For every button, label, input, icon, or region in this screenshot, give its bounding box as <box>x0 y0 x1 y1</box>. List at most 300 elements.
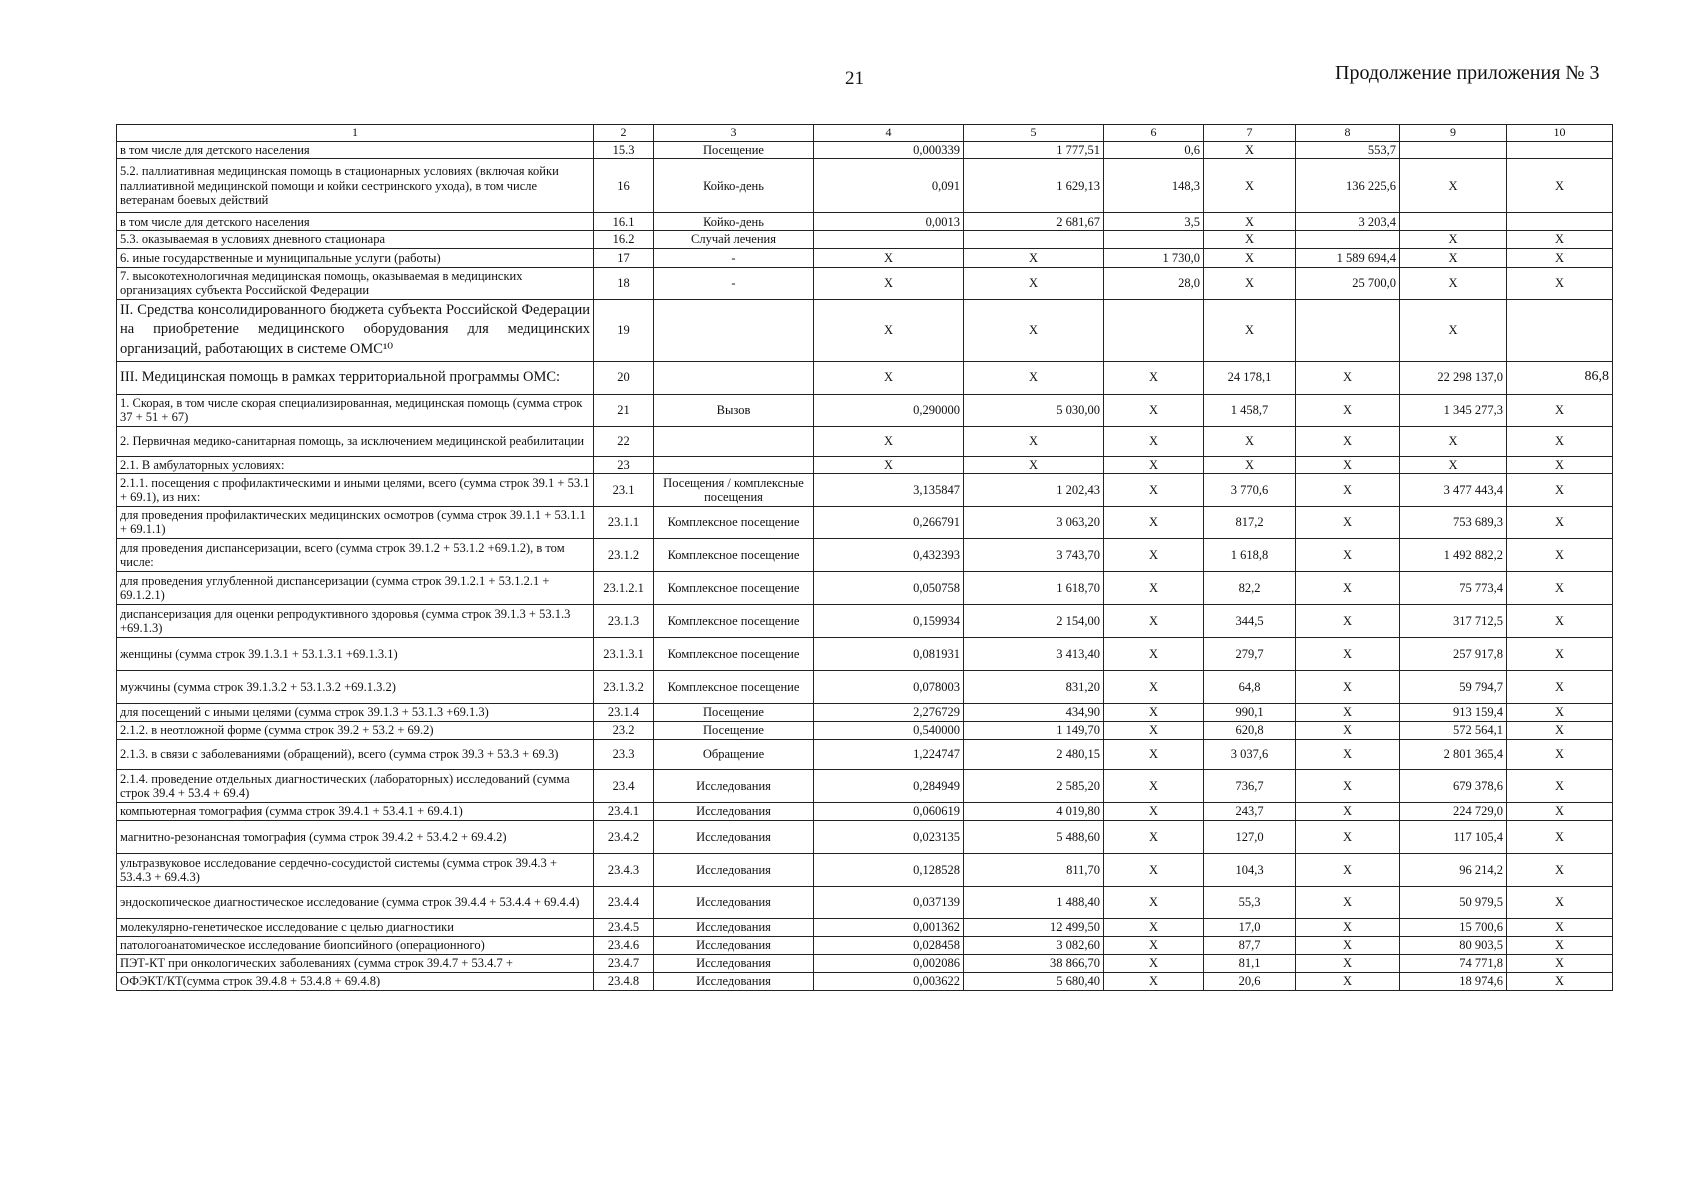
table-cell: 15 700,6 <box>1400 918 1507 936</box>
table-cell: 0,128528 <box>814 853 964 886</box>
table-cell: X <box>814 299 964 361</box>
continuation-title: Продолжение приложения № 3 <box>1335 62 1600 84</box>
table-cell: X <box>1507 802 1613 820</box>
table-cell: 23.4.4 <box>594 886 654 918</box>
table-cell: X <box>1296 954 1400 972</box>
table-cell: X <box>1296 571 1400 604</box>
table-cell: 0,078003 <box>814 670 964 703</box>
table-cell <box>1507 299 1613 361</box>
table-cell: 23.1.4 <box>594 703 654 721</box>
table-cell: X <box>1104 538 1204 571</box>
table-cell: X <box>1507 506 1613 538</box>
row-label: 7. высокотехнологичная медицинская помощь, оказываемая в медицинских организациях субъекта Российской Федерации <box>117 267 594 299</box>
table-cell: X <box>1104 456 1204 473</box>
table-cell <box>1400 213 1507 231</box>
row-label: эндоскопическое диагностическое исследование (сумма строк 39.4.4 + 53.4.4 + 69.4.4) <box>117 886 594 918</box>
table-cell: 0,081931 <box>814 637 964 670</box>
row-label: III. Медицинская помощь в рамках территориальной программы ОМС: <box>117 361 594 394</box>
table-cell: X <box>1507 267 1613 299</box>
table-cell: Исследования <box>654 936 814 954</box>
table-cell: X <box>1507 637 1613 670</box>
table-cell: 64,8 <box>1204 670 1296 703</box>
table-cell <box>654 426 814 456</box>
table-row <box>117 769 1613 802</box>
table-cell: X <box>1104 802 1204 820</box>
table-cell: 12 499,50 <box>964 918 1104 936</box>
table-cell: 0,002086 <box>814 954 964 972</box>
header-cell: 3 <box>654 125 814 142</box>
table-cell: 243,7 <box>1204 802 1296 820</box>
table-row <box>117 159 1613 213</box>
table-cell: X <box>1507 886 1613 918</box>
row-label: ультразвуковое исследование сердечно-сосудистой системы (сумма строк 39.4.3 + 53.4.3 + 69.4.3) <box>117 853 594 886</box>
table-row <box>117 918 1613 936</box>
row-label: в том числе для детского населения <box>117 213 594 231</box>
table-cell: 1 458,7 <box>1204 394 1296 426</box>
table-cell: X <box>1507 954 1613 972</box>
table-cell: 23.4.8 <box>594 972 654 990</box>
table-cell: Койко-день <box>654 213 814 231</box>
row-label: 2.1.3. в связи с заболеваниями (обращений), всего (сумма строк 39.3 + 53.3 + 69.3) <box>117 739 594 769</box>
table-cell: 1 488,40 <box>964 886 1104 918</box>
table-cell: 23.4.3 <box>594 853 654 886</box>
table-cell: 21 <box>594 394 654 426</box>
table-cell: 2 154,00 <box>964 604 1104 637</box>
table-row <box>117 972 1613 990</box>
table-row <box>117 361 1613 394</box>
table-cell: 831,20 <box>964 670 1104 703</box>
table-cell: X <box>1104 886 1204 918</box>
table-cell: Исследования <box>654 802 814 820</box>
table-cell <box>1104 299 1204 361</box>
table-cell: X <box>964 456 1104 473</box>
table-cell: 3 743,70 <box>964 538 1104 571</box>
table-cell: X <box>1507 918 1613 936</box>
table-row <box>117 456 1613 473</box>
table-cell: 913 159,4 <box>1400 703 1507 721</box>
table-cell: 0,0013 <box>814 213 964 231</box>
table-cell: X <box>814 361 964 394</box>
table-cell: Исследования <box>654 918 814 936</box>
table-cell: 74 771,8 <box>1400 954 1507 972</box>
table-cell: X <box>1296 853 1400 886</box>
table-cell: X <box>1507 670 1613 703</box>
table-cell: X <box>964 248 1104 267</box>
table-cell: 23.1.1 <box>594 506 654 538</box>
table-cell: Комплексное посещение <box>654 571 814 604</box>
table-cell: X <box>1400 267 1507 299</box>
row-label: компьютерная томография (сумма строк 39.4.1 + 53.4.1 + 69.4.1) <box>117 802 594 820</box>
table-row <box>117 506 1613 538</box>
table-cell: 3 477 443,4 <box>1400 473 1507 506</box>
table-cell: X <box>1507 426 1613 456</box>
table-cell: Комплексное посещение <box>654 670 814 703</box>
table-cell <box>1104 231 1204 248</box>
header-cell: 5 <box>964 125 1104 142</box>
table-cell: 81,1 <box>1204 954 1296 972</box>
table-cell: 104,3 <box>1204 853 1296 886</box>
table-cell: 811,70 <box>964 853 1104 886</box>
table-cell: X <box>1296 721 1400 739</box>
table-cell: 344,5 <box>1204 604 1296 637</box>
table-cell: 0,050758 <box>814 571 964 604</box>
table-cell: Исследования <box>654 886 814 918</box>
table-cell: X <box>1507 769 1613 802</box>
row-label: 2.1. В амбулаторных условиях: <box>117 456 594 473</box>
table-cell: 3 413,40 <box>964 637 1104 670</box>
table-cell: X <box>1104 506 1204 538</box>
table-cell: X <box>1507 721 1613 739</box>
row-label: для проведения диспансеризации, всего (сумма строк 39.1.2 + 53.1.2 +69.1.2), в том числе: <box>117 538 594 571</box>
header-cell: 8 <box>1296 125 1400 142</box>
table-cell: 50 979,5 <box>1400 886 1507 918</box>
table-cell: X <box>1296 456 1400 473</box>
table-cell: X <box>1104 769 1204 802</box>
table-cell: 3,5 <box>1104 213 1204 231</box>
table-cell: 817,2 <box>1204 506 1296 538</box>
table-cell: 23.1.3.2 <box>594 670 654 703</box>
table-cell: X <box>1400 299 1507 361</box>
table-cell: 23 <box>594 456 654 473</box>
table-cell: X <box>1296 936 1400 954</box>
table-row <box>117 248 1613 267</box>
header-cell: 9 <box>1400 125 1507 142</box>
table-cell: 1 618,8 <box>1204 538 1296 571</box>
table-row <box>117 670 1613 703</box>
header-cell: 1 <box>117 125 594 142</box>
row-label: 5.3. оказываемая в условиях дневного стационара <box>117 231 594 248</box>
table-cell: X <box>1104 571 1204 604</box>
table-cell: X <box>1400 456 1507 473</box>
table-cell: 553,7 <box>1296 142 1400 159</box>
data-table <box>116 124 1613 991</box>
table-row <box>117 703 1613 721</box>
table-cell <box>1507 213 1613 231</box>
table-cell: X <box>1104 361 1204 394</box>
table-cell: 16.2 <box>594 231 654 248</box>
table-cell: 0,284949 <box>814 769 964 802</box>
table-cell: 1 149,70 <box>964 721 1104 739</box>
table-cell: X <box>1400 248 1507 267</box>
table-cell: 23.4.7 <box>594 954 654 972</box>
table-cell: 2,276729 <box>814 703 964 721</box>
table-cell: X <box>1296 637 1400 670</box>
table-cell: 23.1.3 <box>594 604 654 637</box>
table-cell: 1 345 277,3 <box>1400 394 1507 426</box>
table-cell: 3 082,60 <box>964 936 1104 954</box>
table-cell: X <box>1104 703 1204 721</box>
table-cell: X <box>1296 739 1400 769</box>
table-cell: 1 202,43 <box>964 473 1104 506</box>
table-row <box>117 571 1613 604</box>
table-cell: 38 866,70 <box>964 954 1104 972</box>
table-cell: 23.3 <box>594 739 654 769</box>
table-cell: 1 777,51 <box>964 142 1104 159</box>
table-cell <box>814 231 964 248</box>
table-cell: 1 492 882,2 <box>1400 538 1507 571</box>
table-cell <box>1296 299 1400 361</box>
table-cell: X <box>1507 571 1613 604</box>
table-cell: 0,290000 <box>814 394 964 426</box>
table-cell: X <box>964 267 1104 299</box>
table-cell: 0,091 <box>814 159 964 213</box>
table-cell: X <box>1507 456 1613 473</box>
table-cell: 3 770,6 <box>1204 473 1296 506</box>
table-cell: X <box>1204 248 1296 267</box>
table-cell: X <box>1104 473 1204 506</box>
table-cell: X <box>1400 426 1507 456</box>
table-cell: X <box>1204 267 1296 299</box>
table-cell: X <box>1296 670 1400 703</box>
table-cell: 23.4.5 <box>594 918 654 936</box>
table-row <box>117 637 1613 670</box>
table-cell: 16.1 <box>594 213 654 231</box>
table-cell: 0,028458 <box>814 936 964 954</box>
page-number: 21 <box>845 68 864 89</box>
table-cell: X <box>1104 918 1204 936</box>
row-label: для проведения углубленной диспансеризации (сумма строк 39.1.2.1 + 53.1.2.1 + 69.1.2.1) <box>117 571 594 604</box>
table-row <box>117 426 1613 456</box>
table-cell: 2 681,67 <box>964 213 1104 231</box>
header-cell: 10 <box>1507 125 1613 142</box>
table-cell: X <box>1204 426 1296 456</box>
table-cell <box>654 456 814 473</box>
table-cell: X <box>1507 604 1613 637</box>
table-cell: X <box>1204 456 1296 473</box>
table-cell: Исследования <box>654 820 814 853</box>
table-row <box>117 954 1613 972</box>
table-row <box>117 299 1613 361</box>
row-label: II. Средства консолидированного бюджета субъекта Российской Федерации на приобретение медицинского оборудования для медицинских организаций, работающих в системе ОМС¹⁰ <box>117 299 594 361</box>
table-cell: X <box>1507 820 1613 853</box>
table-cell: 23.4.6 <box>594 936 654 954</box>
table-row <box>117 721 1613 739</box>
table-cell: 23.1.3.1 <box>594 637 654 670</box>
row-label: в том числе для детского населения <box>117 142 594 159</box>
table-cell: 3,135847 <box>814 473 964 506</box>
row-label: для проведения профилактических медицинских осмотров (сумма строк 39.1.1 + 53.1.1 + 69.1.1) <box>117 506 594 538</box>
table-cell: 0,432393 <box>814 538 964 571</box>
table-cell: 18 <box>594 267 654 299</box>
table-row <box>117 231 1613 248</box>
table-cell: 23.4 <box>594 769 654 802</box>
table-cell: Комплексное посещение <box>654 538 814 571</box>
table-cell: 2 801 365,4 <box>1400 739 1507 769</box>
table-cell: 1,224747 <box>814 739 964 769</box>
table-row <box>117 802 1613 820</box>
table-cell: 1 629,13 <box>964 159 1104 213</box>
table-cell: X <box>1507 159 1613 213</box>
row-label: ОФЭКТ/КТ(сумма строк 39.4.8 + 53.4.8 + 69.4.8) <box>117 972 594 990</box>
row-label: магнитно-резонансная томография (сумма строк 39.4.2 + 53.4.2 + 69.4.2) <box>117 820 594 853</box>
table-cell <box>1400 142 1507 159</box>
table-cell: 17,0 <box>1204 918 1296 936</box>
table-cell: 572 564,1 <box>1400 721 1507 739</box>
header-cell: 7 <box>1204 125 1296 142</box>
table-cell: 3 063,20 <box>964 506 1104 538</box>
row-label: диспансеризация для оценки репродуктивного здоровья (сумма строк 39.1.3 + 53.1.3 +69.1.3) <box>117 604 594 637</box>
row-label: 2.1.1. посещения с профилактическими и иными целями, всего (сумма строк 39.1 + 53.1 + 69.1), из них: <box>117 473 594 506</box>
table-cell: X <box>1296 769 1400 802</box>
table-cell: X <box>814 267 964 299</box>
row-label: женщины (сумма строк 39.1.3.1 + 53.1.3.1 +69.1.3.1) <box>117 637 594 670</box>
table-cell: X <box>1204 142 1296 159</box>
table-cell: 28,0 <box>1104 267 1204 299</box>
table-row <box>117 394 1613 426</box>
table-cell: 22 <box>594 426 654 456</box>
table-cell: X <box>1204 213 1296 231</box>
table-cell: 990,1 <box>1204 703 1296 721</box>
table-cell: X <box>1296 802 1400 820</box>
table-cell: 87,7 <box>1204 936 1296 954</box>
table-cell <box>1296 231 1400 248</box>
table-cell <box>654 299 814 361</box>
row-label: мужчины (сумма строк 39.1.3.2 + 53.1.3.2 +69.1.3.2) <box>117 670 594 703</box>
table-cell: 20,6 <box>1204 972 1296 990</box>
table-cell: 753 689,3 <box>1400 506 1507 538</box>
header-cell: 4 <box>814 125 964 142</box>
table-cell: 82,2 <box>1204 571 1296 604</box>
table-cell: X <box>1507 248 1613 267</box>
table-cell: 0,037139 <box>814 886 964 918</box>
table-cell: X <box>814 248 964 267</box>
table-cell: X <box>1296 604 1400 637</box>
table-row <box>117 142 1613 159</box>
table-cell: X <box>1296 820 1400 853</box>
table-cell: X <box>1204 231 1296 248</box>
table-cell: 5 030,00 <box>964 394 1104 426</box>
table-cell: X <box>1507 231 1613 248</box>
table-cell: X <box>1507 972 1613 990</box>
table-row <box>117 604 1613 637</box>
table-cell: X <box>964 426 1104 456</box>
table-cell: X <box>1507 936 1613 954</box>
table-cell: X <box>814 426 964 456</box>
table-cell: 127,0 <box>1204 820 1296 853</box>
table-cell: 0,540000 <box>814 721 964 739</box>
table-cell: 620,8 <box>1204 721 1296 739</box>
table-cell: X <box>1507 853 1613 886</box>
table-cell: Посещения / комплексные посещения <box>654 473 814 506</box>
table-row <box>117 213 1613 231</box>
table-cell: X <box>1507 739 1613 769</box>
row-label: ПЭТ-КТ при онкологических заболеваниях (сумма строк 39.4.7 + 53.4.7 + <box>117 954 594 972</box>
table-cell: 23.1 <box>594 473 654 506</box>
table-cell: 24 178,1 <box>1204 361 1296 394</box>
table-cell: X <box>1104 604 1204 637</box>
table-cell: X <box>1296 886 1400 918</box>
table-cell: 3 203,4 <box>1296 213 1400 231</box>
table-cell <box>964 231 1104 248</box>
table-cell: 4 019,80 <box>964 802 1104 820</box>
table-cell: 80 903,5 <box>1400 936 1507 954</box>
table-cell: X <box>964 361 1104 394</box>
table-cell: X <box>1296 703 1400 721</box>
table-cell: X <box>1507 473 1613 506</box>
table-cell: 0,060619 <box>814 802 964 820</box>
table-cell: 86,8 <box>1507 361 1613 394</box>
table-cell: 0,266791 <box>814 506 964 538</box>
table-cell: 0,6 <box>1104 142 1204 159</box>
table-cell: 679 378,6 <box>1400 769 1507 802</box>
table-cell: X <box>1507 538 1613 571</box>
table-cell: 5 680,40 <box>964 972 1104 990</box>
table-row <box>117 853 1613 886</box>
table-cell: 224 729,0 <box>1400 802 1507 820</box>
table-cell: Посещение <box>654 721 814 739</box>
table-cell: X <box>1104 936 1204 954</box>
table-cell: X <box>1400 159 1507 213</box>
header-cell: 6 <box>1104 125 1204 142</box>
table-cell: X <box>1296 538 1400 571</box>
table-row <box>117 473 1613 506</box>
table-cell: 23.1.2.1 <box>594 571 654 604</box>
table-cell: 75 773,4 <box>1400 571 1507 604</box>
table-row <box>117 267 1613 299</box>
table-cell: X <box>964 299 1104 361</box>
row-label: 2. Первичная медико-санитарная помощь, за исключением медицинской реабилитации <box>117 426 594 456</box>
table-cell: Комплексное посещение <box>654 506 814 538</box>
table-cell: X <box>1296 426 1400 456</box>
table-cell: X <box>1296 918 1400 936</box>
table-cell: 17 <box>594 248 654 267</box>
table-cell: X <box>1104 853 1204 886</box>
table-cell: 317 712,5 <box>1400 604 1507 637</box>
row-label: 6. иные государственные и муниципальные услуги (работы) <box>117 248 594 267</box>
table-cell: 148,3 <box>1104 159 1204 213</box>
table-row <box>117 886 1613 918</box>
table-cell: 136 225,6 <box>1296 159 1400 213</box>
table-cell: X <box>1104 739 1204 769</box>
table-header-row <box>117 125 1613 142</box>
table-cell: X <box>1204 299 1296 361</box>
table-cell: 18 974,6 <box>1400 972 1507 990</box>
table-cell: 0,023135 <box>814 820 964 853</box>
table-cell: 434,90 <box>964 703 1104 721</box>
table-cell: Посещение <box>654 703 814 721</box>
table-cell <box>1507 142 1613 159</box>
table-cell: X <box>1104 670 1204 703</box>
table-cell: 2 585,20 <box>964 769 1104 802</box>
table-cell: X <box>814 456 964 473</box>
table-cell: 55,3 <box>1204 886 1296 918</box>
table-cell: 96 214,2 <box>1400 853 1507 886</box>
header-cell: 2 <box>594 125 654 142</box>
table-cell: 1 730,0 <box>1104 248 1204 267</box>
table-cell: X <box>1296 506 1400 538</box>
table-cell: X <box>1104 972 1204 990</box>
table-cell: X <box>1507 703 1613 721</box>
table-row <box>117 936 1613 954</box>
table-cell: 1 618,70 <box>964 571 1104 604</box>
row-label: патологоанатомическое исследование биопсийного (операционного) <box>117 936 594 954</box>
table-cell: 23.4.2 <box>594 820 654 853</box>
table-cell: X <box>1104 721 1204 739</box>
table-cell: 736,7 <box>1204 769 1296 802</box>
table-cell: X <box>1296 473 1400 506</box>
table-cell: Посещение <box>654 142 814 159</box>
table-cell: X <box>1296 972 1400 990</box>
table-cell: 0,003622 <box>814 972 964 990</box>
table-cell: 23.2 <box>594 721 654 739</box>
table-cell: X <box>1104 426 1204 456</box>
row-label: для посещений с иными целями (сумма строк 39.1.3 + 53.1.3 +69.1.3) <box>117 703 594 721</box>
table-cell: X <box>1296 361 1400 394</box>
table-cell: Комплексное посещение <box>654 604 814 637</box>
table-cell: Исследования <box>654 954 814 972</box>
row-label: 1. Скорая, в том числе скорая специализированная, медицинская помощь (сумма строк 37 + 51 + 67) <box>117 394 594 426</box>
table-cell: Исследования <box>654 853 814 886</box>
